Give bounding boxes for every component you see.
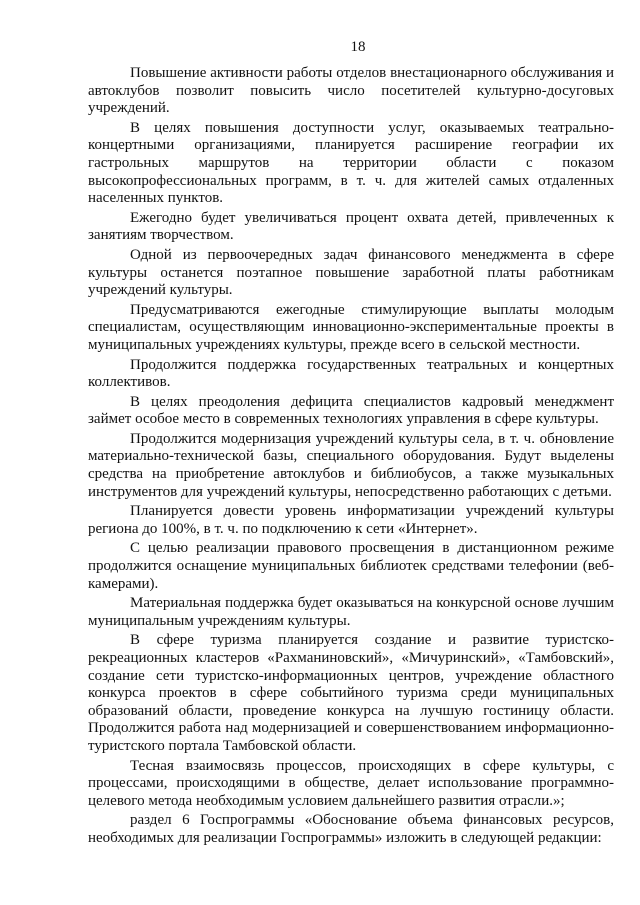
paragraph-legal-education: С целью реализации правового просвещения в дистанционном режиме продолжится оснащение муниципальных библиотек средствами телефонии (веб-камерами). [88, 540, 614, 592]
paragraph-personnel: В целях преодоления дефицита специалистов кадровый менеджмент займет особое место в современных технологиях управления в сфере культуры. [88, 393, 614, 428]
paragraph-salary: Одной из первоочередных задач финансового менеджмента в сфере культуры останется поэтапное повышение заработной платы работникам учреждений культуры. [88, 246, 614, 299]
paragraph-outreach: Повышение активности работы отделов внестационарного обслуживания и автоклубов позволит повысить число посетителей культурно-досуговых учреждений. [88, 65, 614, 117]
page-number: 18 [350, 39, 366, 55]
paragraph-modernization: Продолжится модернизация учреждений культуры села, в т. ч. обновление материально-технической базы, специального оборудования. Будут выделены средства на приобретение автоклубов и библиобусов, а также музыкальных инструментов для учреждений культуры, непосредственно работающих с детьми. [88, 430, 614, 500]
paragraph-conclusion: Тесная взаимосвязь процессов, происходящих в сфере культуры, с процессами, происходящими в обществе, делает использование программно-целевого метода необходимым условием дальнейшего развития отрасли.»; [88, 757, 614, 809]
paragraph-section-6: раздел 6 Госпрограммы «Обоснование объема финансовых ресурсов, необходимых для реализации Госпрограммы» изложить в следующей редакции: [88, 812, 614, 846]
paragraph-informatization: Планируется довести уровень информатизации учреждений культуры региона до 100%, в т. ч. по подключению к сети «Интернет». [88, 503, 614, 537]
body-text [88, 65, 614, 850]
paragraph-theatre-support: Продолжится поддержка государственных театральных и концертных коллективов. [88, 356, 614, 391]
paragraph-material-support: Материальная поддержка будет оказываться на конкурсной основе лучшим муниципальным учреждениям культуры. [88, 595, 614, 629]
paragraph-tourism: В сфере туризма планируется создание и развитие туристско-рекреационных кластеров «Рахманиновский», «Мичуринский», «Тамбовский», создание сети туристско-информационных центров, учреждение областного конкурса проектов в сфере событийного туризма среди муниципальных образований области, проведение конкурса на лучшую гостиницу области. Продолжится работа над модернизацией и совершенствованием информационно-туристского портала Тамбовской области. [88, 632, 614, 754]
paragraph-touring: В целях повышения доступности услуг, оказываемых театрально-концертными организациями, планируется расширение географии их гастрольных маршрутов на территории области с показом высокопрофессиональных программ, в т. ч. для жителей самых отдаленных населенных пунктов. [88, 119, 614, 207]
paragraph-young-specialists: Предусматриваются ежегодные стимулирующие выплаты молодым специалистам, осуществляющим инновационно-экспериментальные проекты в муниципальных учреждениях культуры, прежде всего в сельской местности. [88, 301, 614, 353]
paragraph-children-coverage: Ежегодно будет увеличиваться процент охвата детей, привлеченных к занятиям творчеством. [88, 209, 614, 244]
